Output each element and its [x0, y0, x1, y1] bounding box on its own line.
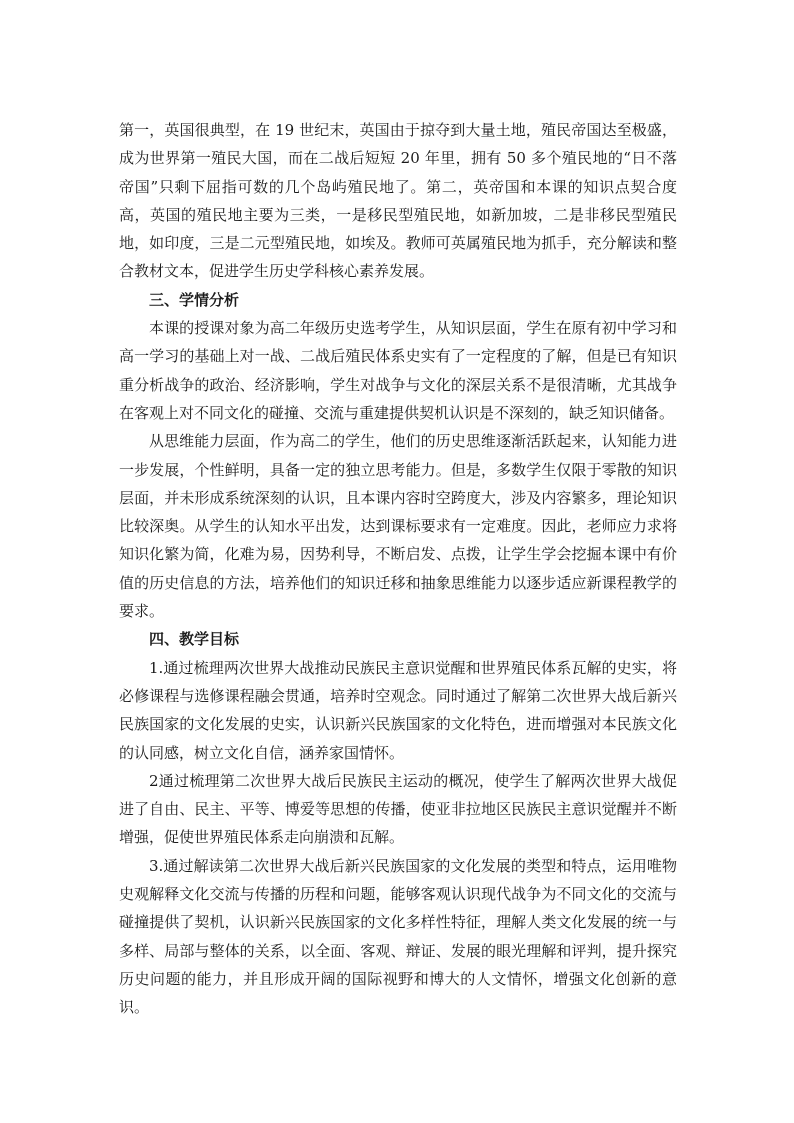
learning-analysis-paragraph-thinking: 从思维能力层面，作为高二的学生，他们的历史思维逐渐活跃起来，认知能力进一步发展，个性鲜明，具备一定的独立思考能力。但是，多数学生仅限于零散的知识层面，并未形成系统深刻的认识，且本课内容时空跨度大，涉及内容繁多，理论知识比较深奥。从学生的认知水平出发，达到课标要求有一定难度。因此，老师应力求将知识化繁为简，化难为易，因势利导，不断启发、点拨，让学生学会挖掘本课中有价值的历史信息的方法，培养他们的知识迁移和抽象思维能力以逐步适应新课程教学的要求。 — [119, 432, 677, 621]
teaching-goal-2: 2通过梳理第二次世界大战后民族民主运动的概况，使学生了解两次世界大战促进了自由、民主、平等、博爱等思想的传播，使亚非拉地区民族民主意识觉醒并不断增强，促使世界殖民体系走向崩溃和瓦解。 — [119, 771, 677, 847]
section-heading-teaching-goals: 四、教学目标 — [149, 630, 240, 649]
intro-paragraph: 第一，英国很典型，在 19 世纪末，英国由于掠夺到大量土地，殖民帝国达至极盛，成为世界第一殖民大国，而在二战后短短 20 年里，拥有 50 多个殖民地的“日不落帝国”只剩下屈指可数的几个岛屿殖民地了。第二，英帝国和本课的知识点契合度高，英国的殖民地主要为三类，一是移民型殖民地，如新加坡，二是非移民型殖民地，如印度，三是二元型殖民地，如埃及。教师可英属殖民地为抓手，充分解读和整合教材文本，促进学生历史学科核心素养发展。 — [119, 121, 677, 281]
section-heading-learning-analysis: 三、学情分析 — [149, 290, 240, 309]
teaching-goal-3: 3.通过解读第二次世界大战后新兴民族国家的文化发展的类型和特点，运用唯物史观解释文化交流与传播的历程和问题，能够客观认识现代战争为不同文化的交流与碰撞提供了契机，认识新兴民族国家的文化多样性特征，理解人类文化发展的统一与多样、局部与整体的关系，以全面、客观、辩证、发展的眼光理解和评判，提升探究历史问题的能力，并且形成开阔的国际视野和博大的人文情怀，增强文化创新的意识。 — [119, 856, 677, 1017]
teaching-goal-1: 1.通过梳理两次世界大战推动民族民主意识觉醒和世界殖民体系瓦解的史实，将必修课程与选修课程融会贯通，培养时空观念。同时通过了解第二次世界大战后新兴民族国家的文化发展的史实，认识新兴民族国家的文化特色，进而增强对本民族文化的认同感，树立文化自信，涵养家国情怀。 — [119, 658, 677, 762]
learning-analysis-paragraph-knowledge: 本课的授课对象为高二年级历史选考学生，从知识层面，学生在原有初中学习和高一学习的基础上对一战、二战后殖民体系史实有了一定程度的了解，但是已有知识重分析战争的政治、经济影响，学生对战争与文化的深层关系不是很清晰，尤其战争在客观上对不同文化的碰撞、交流与重建提供契机认识是不深刻的，缺乏知识储备。 — [119, 319, 677, 422]
document-page — [119, 116, 677, 1022]
